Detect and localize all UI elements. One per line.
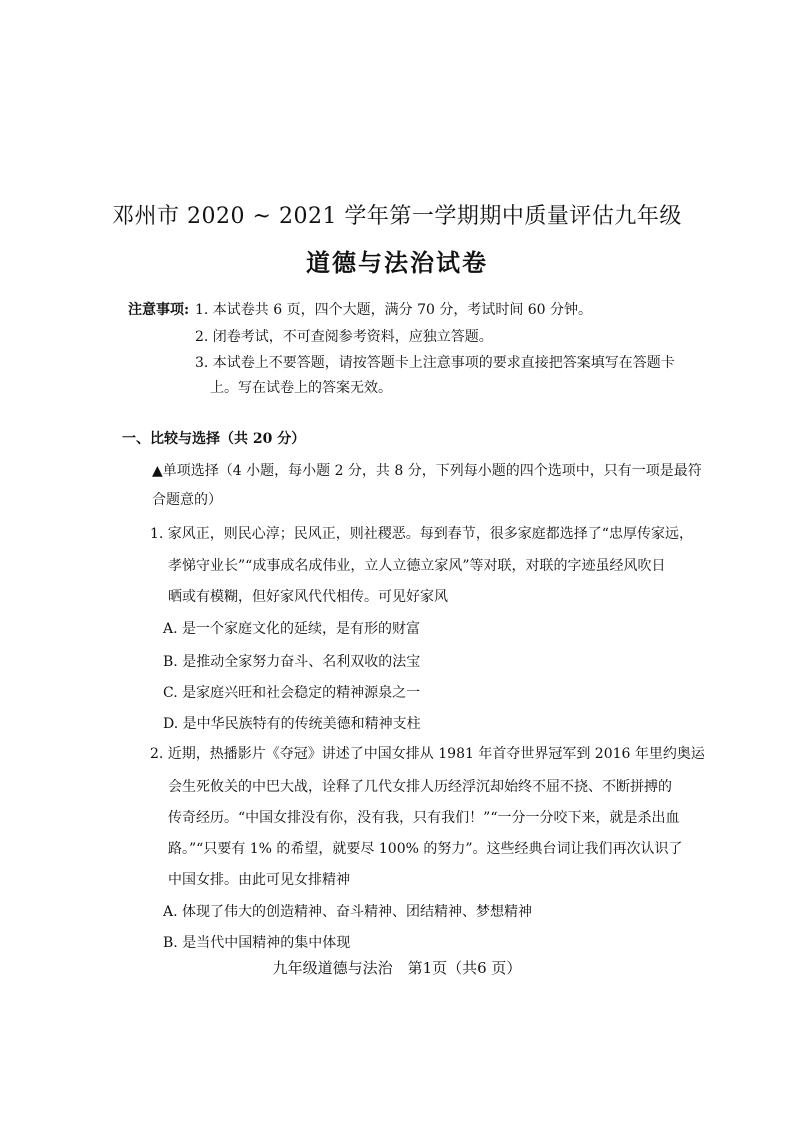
question-1-line-2: 孝悌守业长”“成事成名成伟业，立人立德立家风”等对联，对联的字迹虽经风吹日 <box>168 558 666 574</box>
question-2-line-5: 中国女排。由此可见女排精神 <box>168 872 350 888</box>
question-2-line-1: 2. 近期，热播影片《夺冠》讲述了中国女排从 1981 年首夺世界冠军到 2016 年里约奥运 <box>150 746 705 762</box>
notice-item-3-line-1: 3. 本试卷上不要答题，请按答题卡上注意事项的要求直接把答案填写在答题卡 <box>195 355 675 371</box>
question-2-line-4: 路。”“只要有 1% 的希望，就要尽 100% 的努力”。这些经典台词让我们再次认识了 <box>168 841 683 857</box>
question-2-line-2: 会生死攸关的中巴大战，诠释了几代女排人历经浮沉却始终不屈不挠、不断拼搏的 <box>168 779 672 795</box>
page-footer: 九年级道德与法治 第1页（共6 页） <box>272 959 522 977</box>
question-1-line-3: 晒或有模糊，但好家风代代相传。可见好家风 <box>168 589 448 605</box>
notice-label: 注意事项: <box>128 302 190 318</box>
notice-item-2: 2. 闭卷考试，不可查阅参考资料，应独立答题。 <box>195 329 493 345</box>
notice-item-1: 1. 本试卷共 6 页，四个大题，满分 70 分，考试时间 60 分钟。 <box>195 302 593 318</box>
notice-item-3-line-2: 上。写在试卷上的答案无效。 <box>210 380 392 396</box>
question-1-option-a: A. 是一个家庭文化的延续，是有形的财富 <box>163 621 421 637</box>
exam-subject-title: 道德与法治试卷 <box>306 248 488 277</box>
question-2-option-a: A. 体现了伟大的创造精神、奋斗精神、团结精神、梦想精神 <box>163 904 533 920</box>
question-1-line-1: 1. 家风正，则民心淳；民风正，则社稷恶。每到春节，很多家庭都选择了“忠厚传家远， <box>150 526 693 542</box>
question-1-option-d: D. 是中华民族特有的传统美德和精神支柱 <box>163 716 421 732</box>
section-1-heading: 一、比较与选择（共 20 分） <box>122 431 306 447</box>
section-1-instructions-line-1: ▲单项选择（4 小题，每小题 2 分，共 8 分，下列每小题的四个选项中，只有一项是最符 <box>152 463 702 479</box>
section-1-instructions-line-2: 合题意的） <box>152 492 222 508</box>
question-1-option-c: C. 是家庭兴旺和社会稳定的精神源泉之一 <box>163 685 421 701</box>
exam-title: 邓州市 2020 ~ 2021 学年第一学期期中质量评估九年级 <box>112 204 682 229</box>
question-2-line-3: 传奇经历。“中国女排没有你，没有我，只有我们！”“一分一分咬下来，就是杀出血 <box>168 810 680 826</box>
question-2-option-b: B. 是当代中国精神的集中体现 <box>163 935 351 951</box>
question-1-option-b: B. 是推动全家努力奋斗、名利双收的法宝 <box>163 654 421 670</box>
